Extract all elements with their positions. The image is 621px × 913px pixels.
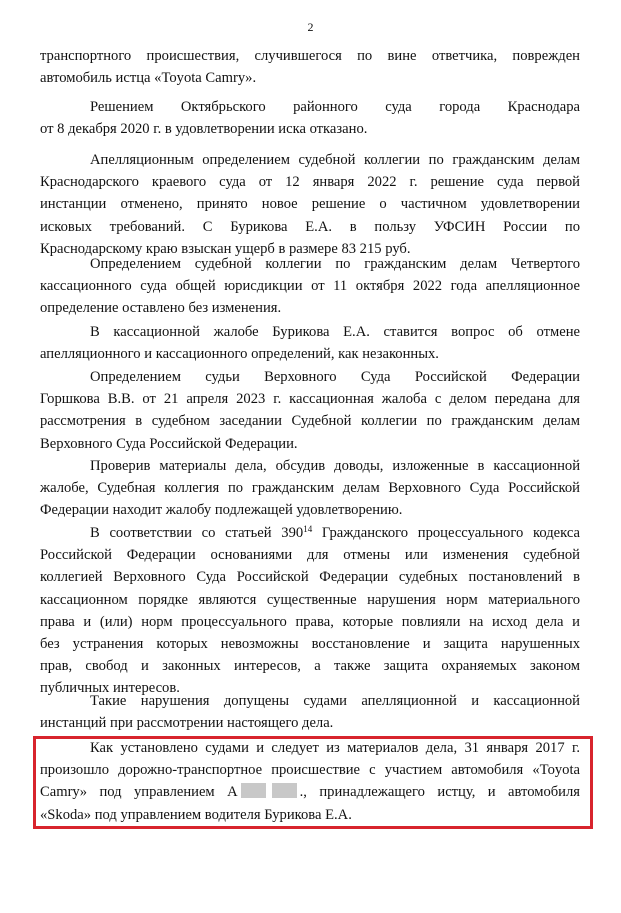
text-line: кассационного суда общей юрисдикции от 11 октября 2022 года апелляционное: [40, 278, 580, 295]
highlight-box: [33, 736, 593, 829]
text-line: Верховного Суда Российской Федерации.: [40, 435, 298, 452]
text-line: коллегией Верховного Суда Российской Федерации судебных постановлений в: [40, 569, 580, 586]
text-line: прав, свобод и законных интересов, а также защита охраняемых законом: [40, 658, 580, 675]
text-run: В соответствии со статьей 390: [90, 525, 304, 541]
paragraph-8: [40, 522, 580, 700]
text-line: от 8 декабря 2020 г. в удовлетворении иска отказано.: [40, 121, 368, 138]
paragraph-2: [40, 96, 580, 140]
text-line: апелляционного и кассационного определений, как незаконных.: [40, 346, 439, 363]
text-line: Проверив материалы дела, обсудив доводы, изложенные в кассационной: [90, 458, 580, 474]
text-line: права и (или) норм процессуального права, которые повлияли на исход дела и: [40, 613, 580, 630]
text-run: Гражданского процессуального кодекса: [312, 525, 580, 541]
text-line: [40, 522, 580, 544]
text-line: рассмотрения в судебном заседании Судебной коллегии по гражданским делам: [40, 413, 580, 430]
text-line: кассационном порядке являются существенные нарушения норм материального: [40, 591, 580, 608]
text-line: Апелляционным определением судебной коллегии по гражданским делам: [90, 152, 580, 168]
text-run: ., принадлежащего истцу, и автомобиля: [299, 784, 580, 801]
superscript: 14: [303, 524, 313, 534]
text-line: Российской Федерации основаниями для отмены или изменения судебной: [40, 547, 580, 564]
text-line: исковых требований. С Бурикова Е.А. в пользу УФСИН России по: [40, 218, 580, 235]
text-line: Краснодарскому краю взыскан ущерб в размере 83 215 руб.: [40, 240, 411, 257]
text-line: произошло дорожно-транспортное происшествие с участием автомобиля «Toyota: [40, 762, 580, 779]
text-line: Решением Октябрьского районного суда города Краснодара: [90, 99, 580, 115]
text-line: публичных интересов.: [40, 680, 180, 697]
text-line: определение оставлено без изменения.: [40, 300, 282, 317]
paragraph-6: [40, 366, 580, 455]
text-line: инстанций при рассмотрении настоящего дела.: [40, 715, 334, 732]
text-line: Как установлено судами и следует из материалов дела, 31 января 2017 г.: [90, 740, 580, 756]
page-number: 2: [307, 20, 314, 34]
text-line: Определением судебной коллегии по гражданским делам Четвертого: [90, 256, 580, 272]
text-line: жалобе, Судебная коллегия по гражданским делам Верховного Суда Российской: [40, 480, 580, 497]
text-line: «Skoda» под управлением водителя Бурикова Е.А.: [40, 806, 352, 823]
text-line: инстанции отменено, принято новое решение о частичном удовлетворении: [40, 196, 580, 213]
paragraph-9: [40, 690, 580, 734]
text-line: Определением судьи Верховного Суда Российской Федерации: [90, 369, 580, 385]
paragraph-4: [40, 253, 580, 320]
paragraph-7: [40, 455, 580, 522]
paragraph-1: [40, 45, 580, 89]
text-line: автомобиль истца «Toyota Camry».: [40, 70, 257, 87]
text-line: транспортного происшествия, случившегося по вине ответчика, поврежден: [40, 48, 580, 64]
paragraph-5: [40, 321, 580, 365]
text-line: В кассационной жалобе Бурикова Е.А. ставится вопрос об отмене: [90, 324, 580, 340]
text-line: Горшкова В.В. от 21 апреля 2023 г. кассационная жалоба с делом передана для: [40, 391, 580, 408]
text-line: Такие нарушения допущены судами апелляционной и кассационной: [90, 693, 580, 709]
text-line: Краснодарского краевого суда от 12 января 2022 г. решение суда первой: [40, 174, 580, 191]
text-line: без устранения которых невозможны восстановление и защита нарушенных: [40, 636, 580, 653]
paragraph-3: [40, 149, 580, 260]
text-run: Camry» под управлением А: [40, 784, 238, 801]
text-line: Федерации находит жалобу подлежащей удовлетворению.: [40, 502, 403, 519]
